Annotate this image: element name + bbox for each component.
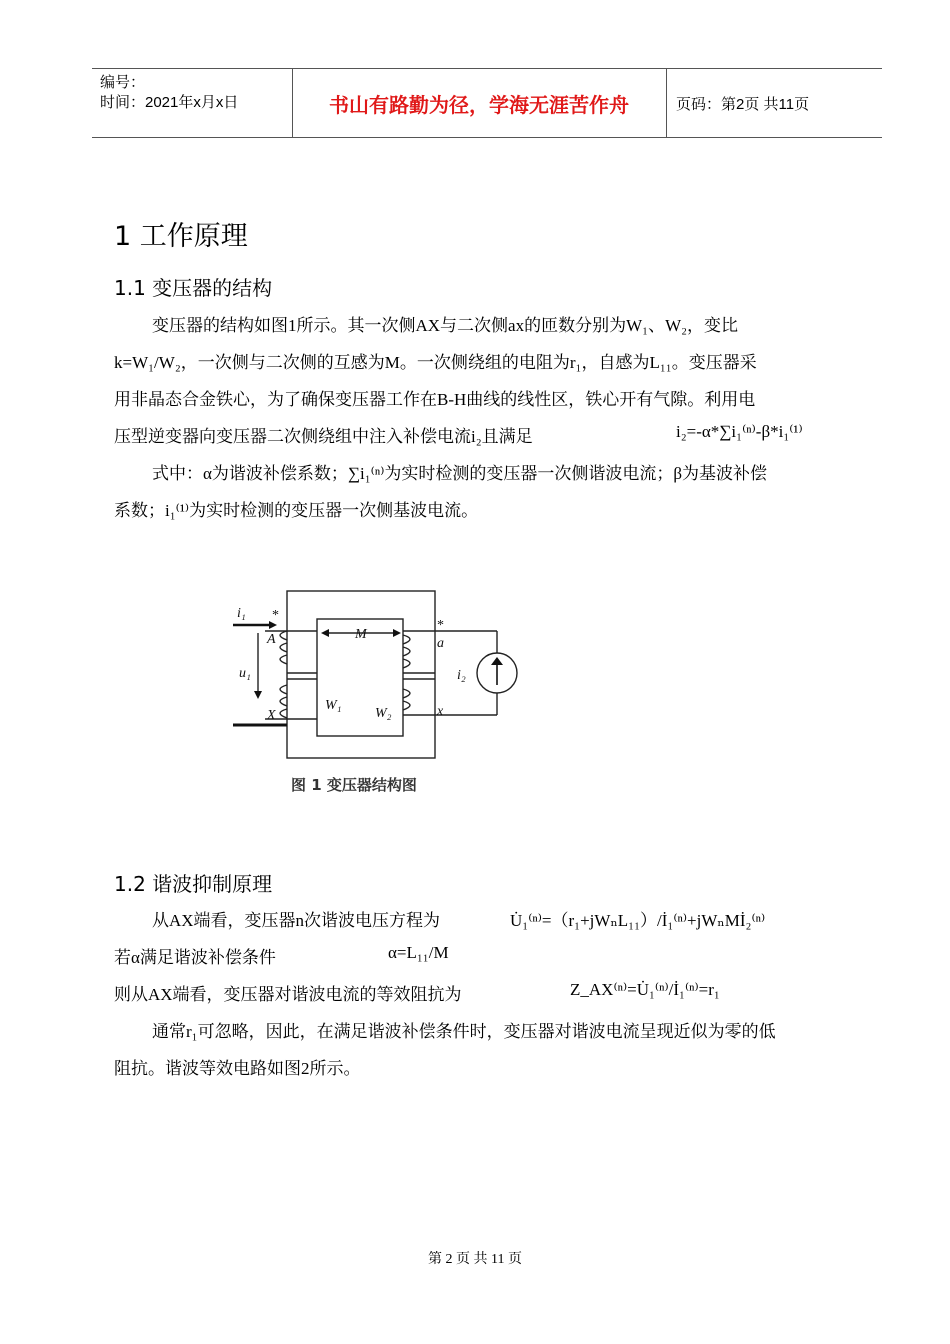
- subsection-title: 1.1 变压器的结构: [114, 276, 273, 300]
- paragraph-line: 若α满足谐波补偿条件: [114, 948, 276, 967]
- page-header: [92, 68, 882, 138]
- paragraph-line: 系数；i₁⁽¹⁾为实时检测的变压器一次侧基波电流。: [114, 501, 479, 520]
- paragraph-line: 式中：α为谐波补偿系数；∑i₁⁽ⁿ⁾为实时检测的变压器一次侧谐波电流；β为基波补偿: [152, 464, 768, 483]
- transformer-diagram: [225, 585, 535, 805]
- paragraph-line: 从AX端看，变压器n次谐波电压方程为: [152, 911, 441, 930]
- label-x: x: [437, 704, 444, 719]
- equation-compensation: i₂=-α*∑i₁⁽ⁿ⁾-β*i₁⁽¹⁾: [676, 422, 803, 441]
- header-motto: 书山有路勤为径，学海无涯苦作舟: [329, 92, 629, 117]
- label-M: M: [355, 627, 367, 642]
- label-W1: W₁: [325, 698, 342, 713]
- label-X: X: [267, 708, 276, 723]
- page-footer: 第 2 页 共 11 页: [428, 1252, 522, 1267]
- paragraph-line: 压型逆变器向变压器二次侧绕组中注入补偿电流i₂且满足: [114, 427, 533, 446]
- label-i2: i₂: [457, 668, 466, 683]
- paragraph-line: 变压器的结构如图1所示。其一次侧AX与二次侧ax的匝数分别为W₁、W₂，变比: [152, 316, 739, 335]
- label-A: A: [267, 632, 276, 647]
- paragraph-line: k=W₁/W₂，一次侧与二次侧的互感为M。一次侧绕组的电阻为r₁，自感为L₁₁。变压器采: [114, 353, 757, 372]
- label-i1: i₁: [237, 606, 246, 621]
- header-number: 编号：: [100, 74, 146, 91]
- label-W2: W₂: [375, 706, 392, 721]
- header-page-number: 页码：第2页 共11页: [676, 96, 810, 113]
- paragraph-line: 用非晶态合金铁心，为了确保变压器工作在B-H曲线的线性区，铁心开有气隙。利用电: [114, 390, 756, 409]
- header-divider: [666, 69, 667, 137]
- label-u1: u₁: [239, 666, 251, 681]
- subsection-title: 1.2 谐波抑制原理: [114, 872, 273, 896]
- figure-caption: 图 1 变压器结构图: [291, 776, 417, 794]
- paragraph-line: 则从AX端看，变压器对谐波电流的等效阻抗为: [114, 985, 462, 1004]
- header-meta: [100, 73, 238, 113]
- label-star: *: [437, 618, 444, 633]
- label-a: a: [437, 636, 444, 651]
- header-time: 时间：2021年x月x日: [100, 94, 239, 111]
- section-title: 1 工作原理: [114, 221, 248, 252]
- core-outer: [287, 591, 435, 758]
- equation-impedance: Z_AX⁽ⁿ⁾=U̇₁⁽ⁿ⁾/İ₁⁽ⁿ⁾=r₁: [570, 980, 720, 999]
- paragraph-line: 通常r₁可忽略，因此，在满足谐波补偿条件时，变压器对谐波电流呈现近似为零的低: [152, 1022, 776, 1041]
- equation-alpha: α=L₁₁/M: [388, 943, 449, 962]
- label-star: *: [272, 608, 279, 623]
- paragraph-line: 阻抗。谐波等效电路如图2所示。: [114, 1059, 361, 1078]
- equation-voltage: U̇₁⁽ⁿ⁾=（r₁+jWₙL₁₁）/İ₁⁽ⁿ⁾+jWₙMİ₂⁽ⁿ⁾: [510, 911, 766, 930]
